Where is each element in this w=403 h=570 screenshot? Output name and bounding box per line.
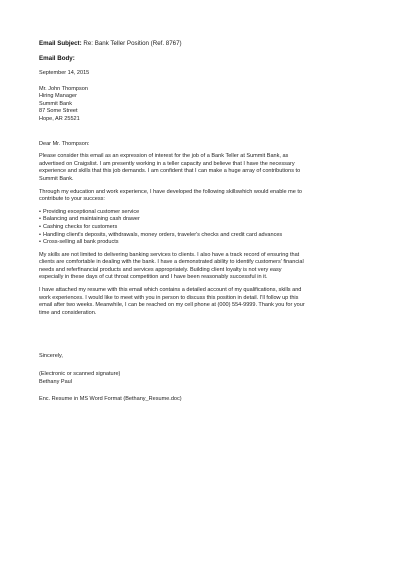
skills-list-item bbox=[39, 216, 369, 224]
signature-note: (Electronic or scanned signature) bbox=[39, 371, 121, 378]
skill-text: Handling client's deposits, withdrawals, money orders, traveler's checks and credit card advances bbox=[43, 231, 283, 238]
recipient-street: 87 Some Street bbox=[39, 108, 78, 115]
paragraph-line: clients are comfortable in dealing with the bank. I have a demonstrated ability to identify customers' financial bbox=[39, 259, 304, 266]
salutation: Dear Mr. Thompson: bbox=[39, 140, 90, 147]
bullet-icon: • bbox=[39, 231, 41, 238]
letter-content bbox=[39, 40, 369, 404]
bullet-icon: • bbox=[39, 223, 41, 230]
paragraph-line: My skills are not limited to delivering banking services to clients. I also have a track record of ensuring that bbox=[39, 251, 300, 258]
skills-list bbox=[39, 209, 369, 247]
email-subject-label: Email Subject: bbox=[39, 40, 82, 47]
signer-name: Bethany Paul bbox=[39, 378, 72, 385]
skills-list-item bbox=[39, 209, 369, 217]
recipient-company: Summit Bank bbox=[39, 100, 72, 107]
email-subject-value: Re: Bank Teller Position (Ref. 8767) bbox=[83, 40, 182, 47]
signature-block bbox=[39, 371, 369, 386]
paragraph-line: experience and skills that this job demands. I am confident that I can make a huge array of contributions to bbox=[39, 168, 301, 175]
closing: Sincerely, bbox=[39, 353, 63, 360]
recipient-title: Hiring Manager bbox=[39, 93, 77, 100]
paragraph-skills-intro bbox=[39, 189, 369, 204]
skill-text: Balancing and maintaining cash drawer bbox=[43, 216, 140, 223]
paragraph-track-record bbox=[39, 252, 369, 282]
email-body-label: Email Body: bbox=[39, 55, 75, 62]
paragraph-line: contribute to your success: bbox=[39, 196, 105, 203]
recipient-name: Mr. John Thompson bbox=[39, 85, 88, 92]
skills-list-item bbox=[39, 224, 369, 232]
paragraph-line: needs and referfinancial products and services appropriately. Building client loyalty is not very easy bbox=[39, 266, 282, 273]
paragraph-line: work experiences. I would like to meet with you in person to discuss this position in detail. I'll follow up this bbox=[39, 294, 299, 301]
recipient-city: Hope, AR 25521 bbox=[39, 115, 80, 122]
recipient-address bbox=[39, 86, 369, 124]
paragraph-line: I have attached my resume with this email which contains a detailed account of my qualifications, skills and bbox=[39, 287, 302, 294]
skills-list-item bbox=[39, 239, 369, 247]
bullet-icon: • bbox=[39, 208, 41, 215]
email-body-heading bbox=[39, 55, 369, 63]
paragraph-line: advertised on Craigslist. I am presently working in a teller capacity and believe that I have the necessary bbox=[39, 160, 295, 167]
paragraph-line: Summit Bank. bbox=[39, 175, 74, 182]
paragraph-line: especially in these days of cut throat competition and I have been reasonably successful in it. bbox=[39, 274, 268, 281]
skill-text: Cashing checks for customers bbox=[43, 223, 118, 230]
paragraph-interest bbox=[39, 153, 369, 183]
paragraph-line: Through my education and work experience, I have developed the following skillswhich would enable me to bbox=[39, 188, 303, 195]
bullet-icon: • bbox=[39, 239, 41, 246]
paragraph-line: time and consideration. bbox=[39, 309, 97, 316]
bullet-icon: • bbox=[39, 216, 41, 223]
email-subject bbox=[39, 40, 369, 48]
letter-date: September 14, 2015 bbox=[39, 70, 90, 76]
paragraph-resume-attached bbox=[39, 287, 369, 317]
paragraph-line: Please consider this email as an expression of interest for the job of a Bank Teller at Summit Bank, as bbox=[39, 153, 289, 160]
skill-text: Cross-selling all bank products bbox=[43, 239, 119, 246]
skill-text: Providing exceptional customer service bbox=[43, 208, 140, 215]
enclosure-line: Enc. Resume in MS Word Format (Bethany_Resume.doc) bbox=[39, 396, 182, 403]
skills-list-item bbox=[39, 232, 369, 240]
paragraph-line: email after two weeks. Meanwhile, I can be reached on my cell phone at (000) 554-9999. Thank you for your bbox=[39, 302, 305, 309]
